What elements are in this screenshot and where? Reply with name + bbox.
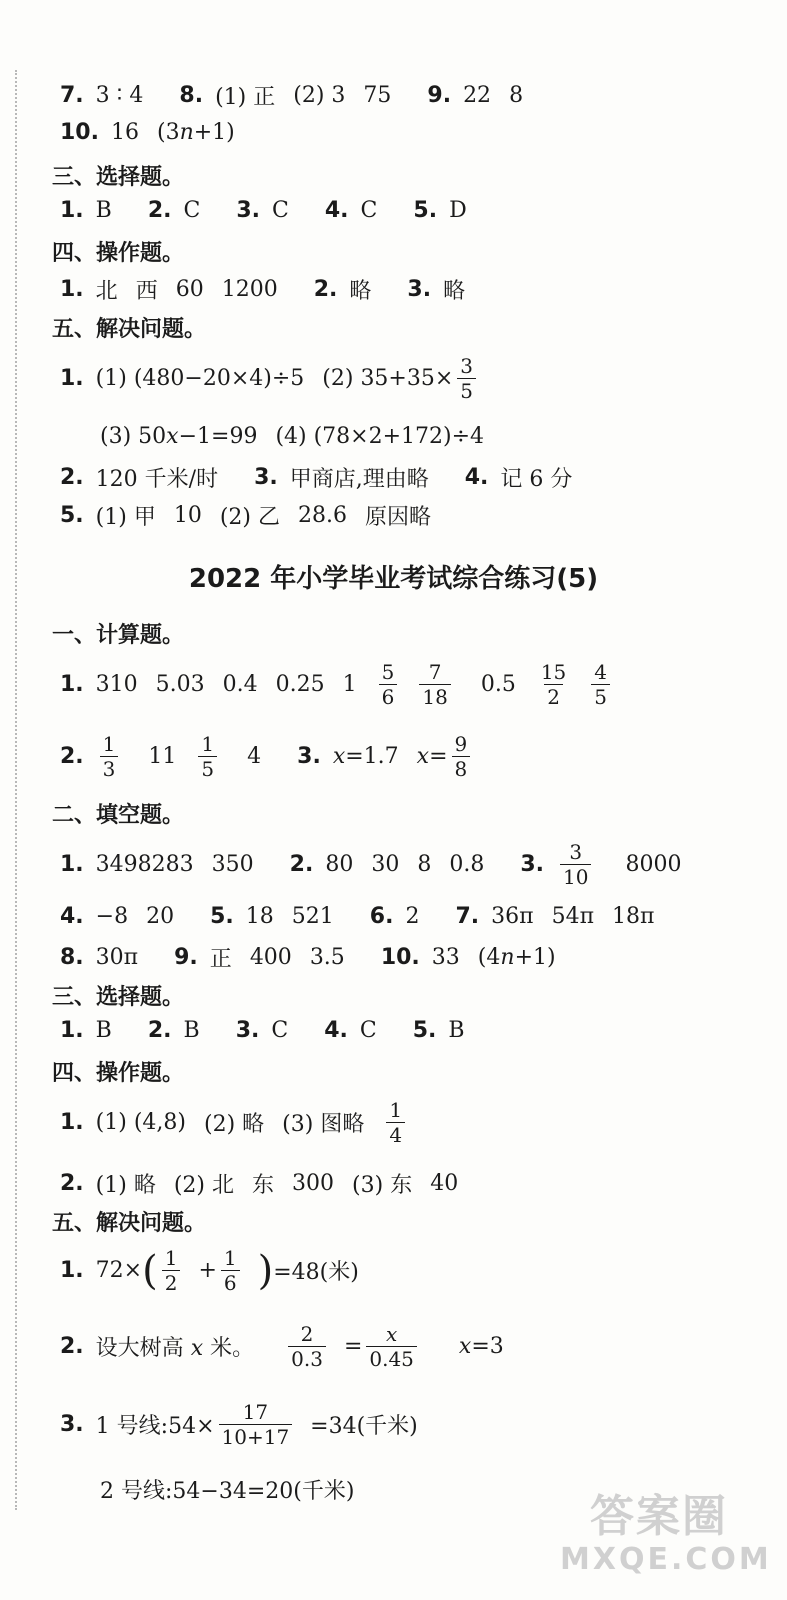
answer: 521 [291, 904, 334, 929]
answer: (1) 甲 [95, 505, 156, 530]
solve-row-1 [60, 1246, 377, 1295]
q-number: 2. [60, 744, 84, 769]
answer: 正 [209, 947, 232, 972]
fraction: $\frac{9}{8}$ [452, 732, 471, 781]
fraction: $\frac{5}{6}$ [379, 660, 398, 709]
q-number: 2. [313, 277, 338, 302]
answer: 18 [245, 904, 274, 929]
fraction: $\frac{2}{0.3}$ [288, 1322, 326, 1371]
answer: 400 [249, 945, 292, 970]
watermark-logo: 答案圈 MXQE.COM [560, 1491, 772, 1577]
section-heading: 五、解决问题。 [52, 1211, 207, 1236]
op-answers [60, 274, 483, 305]
answer: 0.8 [449, 852, 485, 877]
q-number: 1. [60, 852, 84, 877]
answer: (1) (4,8) [95, 1110, 186, 1135]
answer: 8 [417, 852, 432, 877]
answer: 18π [612, 904, 655, 929]
answer: 75 [363, 83, 392, 108]
q-number: 2. [60, 1171, 84, 1196]
q-number: 9. [174, 945, 198, 970]
answer-row-10 [60, 120, 253, 145]
q-number: 5. [413, 198, 438, 223]
answer-expression: (4n+1) [477, 945, 556, 970]
fraction: $\frac{4}{5}$ [591, 660, 610, 709]
q-number: 2. [289, 852, 314, 877]
answer: 22 [463, 83, 492, 108]
answer-expression: x=3 [458, 1334, 504, 1359]
answer: B [95, 1018, 112, 1043]
solve-row-5 [60, 500, 449, 531]
fraction: $\frac{3}{10}$ [560, 840, 591, 889]
section-heading: 四、操作题。 [52, 1061, 185, 1086]
q-number: 7. [455, 904, 480, 929]
answer: 60 [175, 277, 204, 302]
q-number: 4. [324, 1018, 348, 1043]
answer-expression: =34(千米) [310, 1414, 418, 1439]
answer: 120 千米/时 [95, 467, 219, 492]
answer: (3) 东 [352, 1173, 413, 1198]
q-number: 2. [147, 198, 172, 223]
fraction: $\frac{15}{2}$ [540, 660, 567, 709]
answer-expression: (3n+1) [156, 120, 235, 145]
answer: 30 [371, 852, 400, 877]
fill-row-3 [60, 942, 574, 973]
answer-expression: 2 号线:54−34=20(千米) [100, 1479, 355, 1504]
solve-row-3b [100, 1474, 372, 1505]
q-number: 5. [412, 1018, 437, 1043]
section-heading: 二、填空题。 [52, 803, 185, 828]
q-number: 2. [60, 465, 84, 490]
q-number: 3. [407, 277, 432, 302]
q-number: 3. [236, 198, 261, 223]
fraction: $\frac{1}{3}$ [100, 732, 119, 781]
paren: ) [257, 1247, 274, 1294]
answer: 310 [95, 672, 138, 697]
q-number: 1. [60, 366, 84, 391]
q-number: 9. [427, 83, 452, 108]
fraction: $\frac{7}{18}$ [419, 660, 450, 709]
section-heading: 三、选择题。 [52, 985, 185, 1010]
answer: B [183, 1018, 200, 1043]
answer-expression: x= [416, 744, 448, 769]
solve-row-1b [100, 424, 502, 449]
binding-margin-line [15, 70, 17, 1510]
fraction: $\frac{1}{5}$ [198, 732, 217, 781]
fraction: $\frac{1}{6}$ [221, 1246, 240, 1295]
answer: (1) 略 [95, 1173, 156, 1198]
answer: 30π [95, 945, 139, 970]
answer: C [272, 198, 289, 223]
fill-row-1 [60, 840, 699, 889]
operator: + [198, 1258, 217, 1283]
q-number: 3. [60, 1412, 84, 1437]
q-number: 2. [147, 1018, 172, 1043]
calc-row-1 [60, 660, 628, 709]
q-number: 1. [60, 1110, 84, 1135]
answer: 略 [349, 279, 372, 304]
answer: 11 [148, 744, 177, 769]
answer: 40 [430, 1171, 459, 1196]
answer: 1200 [221, 277, 278, 302]
answer: C [359, 1018, 377, 1043]
answer: 略 [443, 279, 466, 304]
answer: 0.4 [222, 672, 258, 697]
answer: 4 [247, 744, 262, 769]
mc-answers [60, 198, 485, 223]
answer: B [95, 198, 112, 223]
answer: 东 [252, 1173, 275, 1198]
answer: 0.5 [480, 672, 516, 697]
fraction: $\frac{1}{4}$ [386, 1098, 405, 1147]
answer: 10 [173, 503, 202, 528]
answer: 甲商店,理由略 [289, 467, 429, 492]
answer: 8000 [625, 852, 682, 877]
section-heading: 五、解决问题。 [52, 317, 207, 342]
mc-answers [60, 1018, 483, 1043]
answer: 3 ∶ 4 [95, 83, 144, 108]
q-number: 5. [210, 904, 234, 929]
answer: C [271, 1018, 289, 1043]
answer: 8 [509, 83, 524, 108]
section-heading: 四、操作题。 [52, 241, 185, 266]
answer-expression: (4) (78×2+172)÷4 [275, 424, 485, 449]
answer: 20 [146, 904, 175, 929]
answer: C [360, 198, 378, 223]
answer: 西 [135, 279, 158, 304]
op-row-2 [60, 1168, 476, 1199]
fraction: $\frac{3}{5}$ [457, 354, 476, 403]
answer-expression: (1) (480−20×4)÷5 [95, 366, 305, 391]
q-number: 7. [60, 83, 84, 108]
answer: (2) 3 [293, 83, 346, 108]
paren: ( [142, 1247, 158, 1294]
answer: −8 [95, 904, 129, 929]
solve-row-1 [60, 354, 494, 403]
answer: 记 6 分 [500, 467, 573, 492]
solve-row-2 [60, 1322, 522, 1371]
answer: 北 [95, 279, 118, 304]
answer: 3498283 [95, 852, 194, 877]
q-number: 4. [464, 465, 489, 490]
answer-expression: x=1.7 [332, 744, 399, 769]
answer: (1) 正 [215, 85, 276, 110]
q-number: 4. [60, 904, 84, 929]
section-heading: 三、选择题。 [52, 165, 185, 190]
q-number: 3. [254, 465, 278, 490]
q-number: 6. [369, 904, 394, 929]
answer: 0.25 [275, 672, 325, 697]
q-number: 4. [324, 198, 349, 223]
q-number: 1. [60, 198, 84, 223]
answer: C [183, 198, 201, 223]
q-number: 10. [380, 945, 420, 970]
fraction: $\frac{x}{0.45}$ [366, 1322, 417, 1371]
answer-expression: (3) 50x−1=99 [100, 424, 258, 449]
answer-expression: 72× [95, 1258, 143, 1283]
answer: 33 [431, 945, 460, 970]
fraction: $\frac{17}{10+17}$ [219, 1400, 293, 1449]
op-row-1 [60, 1098, 423, 1147]
answer: B [448, 1018, 465, 1043]
q-number: 8. [60, 945, 84, 970]
answer: D [449, 198, 467, 223]
solve-row-3 [60, 1400, 436, 1449]
answer: 3.5 [309, 945, 345, 970]
q-number: 3. [520, 852, 544, 877]
calc-row-2 [60, 732, 488, 781]
fraction: $\frac{1}{2}$ [162, 1246, 181, 1295]
q-number: 1. [60, 1018, 84, 1043]
q-number: 1. [60, 277, 84, 302]
solve-row-2-4 [60, 462, 590, 493]
q-number: 10. [60, 120, 99, 145]
answer: 16 [110, 120, 139, 145]
answer-expression: =48(米) [273, 1260, 359, 1285]
q-number: 1. [60, 1258, 84, 1283]
answer: 5.03 [155, 672, 205, 697]
answer: 2 [405, 904, 420, 929]
page-title: 2022 年小学毕业考试综合练习(5) [188, 564, 599, 594]
answer-row-7-9 [60, 80, 541, 111]
answer: 300 [292, 1171, 335, 1196]
answer: 1 [342, 672, 357, 697]
answer: 原因略 [365, 505, 432, 530]
answer: 350 [211, 852, 254, 877]
answer: 36π [491, 904, 534, 929]
answer: (2) 略 [203, 1112, 265, 1137]
q-number: 8. [179, 83, 204, 108]
answer: 80 [325, 852, 354, 877]
answer: (2) 乙 [219, 505, 281, 530]
fill-row-2 [60, 904, 672, 929]
q-number: 5. [60, 503, 84, 528]
answer: (2) 北 [173, 1173, 235, 1198]
q-number: 3. [297, 744, 321, 769]
q-number: 3. [235, 1018, 260, 1043]
answer: 28.6 [298, 503, 347, 528]
q-number: 2. [60, 1334, 84, 1359]
answer: (3) 图略 [282, 1112, 365, 1137]
answer: 54π [551, 904, 595, 929]
operator: = [343, 1334, 363, 1359]
answer-text: 设大树高 x 米。 [95, 1336, 255, 1361]
section-heading: 一、计算题。 [52, 623, 185, 648]
answer-expression: 1 号线:54× [95, 1414, 215, 1439]
answer-expression: (2) 35+35× [322, 366, 454, 391]
q-number: 1. [60, 672, 84, 697]
